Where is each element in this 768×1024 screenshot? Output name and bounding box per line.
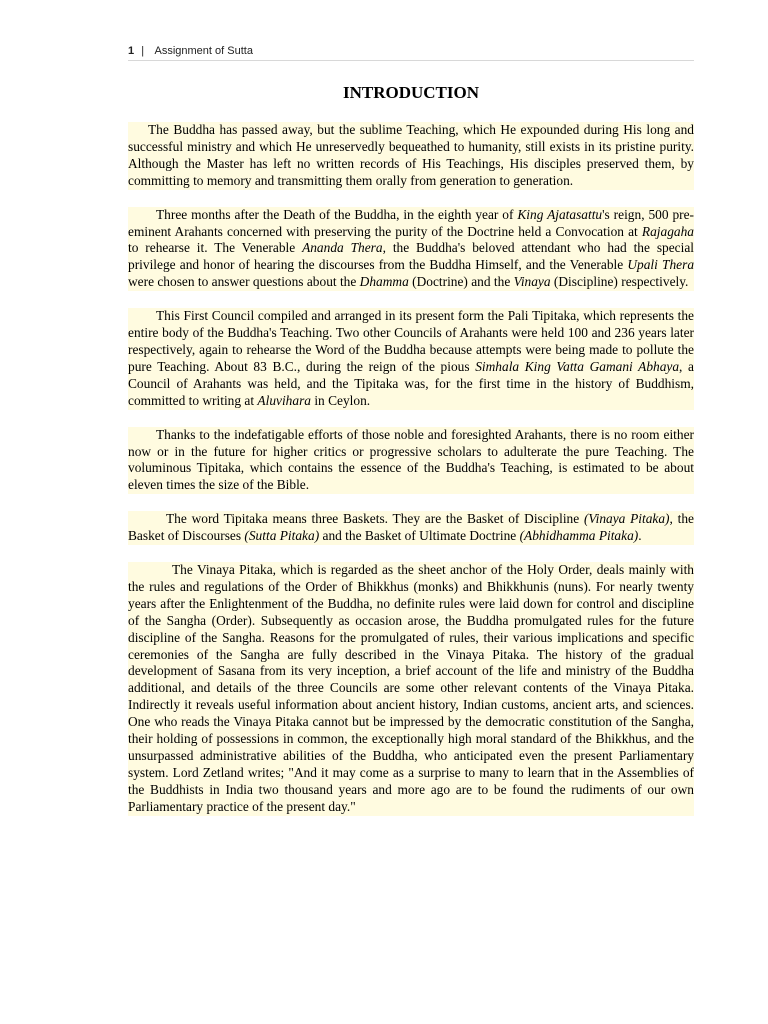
page-number: 1 <box>128 45 135 57</box>
paragraph-gap <box>128 494 694 511</box>
paragraph-6-text: The Vinaya Pitaka, which is regarded as the sheet anchor of the Holy Order, deals mainly with the rules and regulations of the Order of Bhikkhus (monks) and Bhikkhunis (nuns). For nearly twenty years after the Enlightenment of the Buddha, no definite rules were laid down for control and discipline of the Sangha (Order). Subsequently as occasion arose, the Buddha promulgated rules for the future discipline of the Sangha. Reasons for the promulgated of rules, their various implications and specific ceremonies of the Sangha are fully described in the Vinaya Pitaka. The history of the gradual development of Sasana from its very inception, a brief account of the life and ministry of the Buddha additional, and details of the three Councils are some other relevant contents of the Vinaya Pitaka. Indirectly it reveals useful information about ancient history, Indian customs, ancient arts, and sciences. One who reads the Vinaya Pitaka cannot but be impressed by the democratic constitution of the Sangha, their holding of possessions in common, the exceptionally high moral standard of the Bhikkhus, and the unsurpassed administrative abilities of the Buddha, who anticipated even the present Parliamentary system. Lord Zetland writes; "And it may come as a surprise to many to learn that in the Assemblies of the Buddhists in India two thousand years and more ago are to be found the rudiments of our own Parliamentary practice of the present day." <box>128 562 694 814</box>
header-doc-title: Assignment of Sutta <box>154 45 253 57</box>
paragraph-gap <box>128 410 694 427</box>
dhamma-term: Dhamma <box>359 274 409 290</box>
simhala-king-term: Simhala King Vatta Gamani Abhaya <box>475 358 680 374</box>
ananda-thera-term: Ananda Thera <box>302 240 383 256</box>
sutta-pitaka-term: (Sutta Pitaka) <box>244 528 320 544</box>
page-title: INTRODUCTION <box>342 83 480 102</box>
abhidhamma-pitaka-term: (Abhidhamma Pitaka) <box>519 528 639 544</box>
paragraph-2 <box>128 207 694 292</box>
paragraph-2-text: (Doctrine) and the <box>408 274 514 290</box>
aluvihara-term: Aluvihara <box>257 392 311 408</box>
paragraph-5-text: The word Tipitaka means three Baskets. They are the Basket of Discipline <box>166 511 584 527</box>
paragraph-2-text: , the Buddha's beloved attendant who had the special privilege and honor of hearing the discourses from the Buddha Himself, and the Venerable <box>128 240 694 273</box>
paragraph-gap <box>128 190 694 207</box>
paragraph-4-text: Thanks to the indefatigable efforts of those noble and foresighted Arahants, there is no room either now or in the future for higher critics or progressive scholars to adulterate the pure Teaching. The voluminous Tipitaka, which contains the essence of the Buddha's Teaching, is estimated to be about eleven times the size of the Bible. <box>128 426 694 493</box>
paragraph-gap <box>128 291 694 308</box>
paragraph-2-text: 's reign, 500 pre-eminent Arahants concerned with preserving the purity of the Doctrine held a Convocation at <box>128 206 695 239</box>
vinaya-term: Vinaya <box>513 274 551 290</box>
paragraph-gap <box>128 545 694 562</box>
paragraph-1-text: The Buddha has passed away, but the sublime Teaching, which He expounded during His long and successful ministry and which He unreservedly bequeathed to humanity, still exists in its pristine purity. Although the Master has left no written records of His Teachings, His disciples preserved them, by committing to memory and transmitting them orally from generation to generation. <box>128 122 694 188</box>
paragraph-2-text: were chosen to answer questions about the <box>128 274 360 290</box>
paragraph-2-text: (Discipline) respectively. <box>550 274 689 290</box>
paragraph-1 <box>128 122 694 190</box>
paragraph-2-text: to rehearse it. The Venerable <box>128 240 303 256</box>
upali-thera-term: Upali Thera <box>627 257 695 273</box>
header-separator: | <box>141 45 145 57</box>
paragraph-5-text: and the Basket of Ultimate Doctrine <box>319 528 520 544</box>
king-ajatasattu-term: King Ajatasattu <box>517 206 603 222</box>
paragraph-3-text: This First Council compiled and arranged in its present form the Pali Tipitaka, which represents the entire body of the Buddha's Teaching. Two other Councils of Arahants were held 100 and 236 years later respectively, again to rehearse the Word of the Buddha because attempts were being made to pollute the pure Teaching. About 83 B.C., during the reign of the pious <box>128 308 694 374</box>
paragraph-3-text: , a Council of Arahants was held, and the Tipitaka was, for the first time in the history of Buddhism, committed to writing at <box>128 358 694 408</box>
vinaya-pitaka-term: (Vinaya Pitaka) <box>583 511 670 527</box>
paragraph-6 <box>128 562 694 816</box>
paragraph-2-text: Three months after the Death of the Buddha, in the eighth year of <box>156 206 518 222</box>
paragraph-4 <box>128 427 694 495</box>
rajagaha-term: Rajagaha <box>641 223 694 239</box>
paragraph-3 <box>128 308 694 409</box>
paragraph-5 <box>128 511 694 545</box>
paragraph-5-text: . <box>638 528 642 544</box>
paragraph-5-text: , the Basket of Discourses <box>128 511 694 544</box>
paragraph-3-text: in Ceylon. <box>310 392 371 408</box>
document-body <box>128 122 694 816</box>
page-header <box>128 43 694 61</box>
